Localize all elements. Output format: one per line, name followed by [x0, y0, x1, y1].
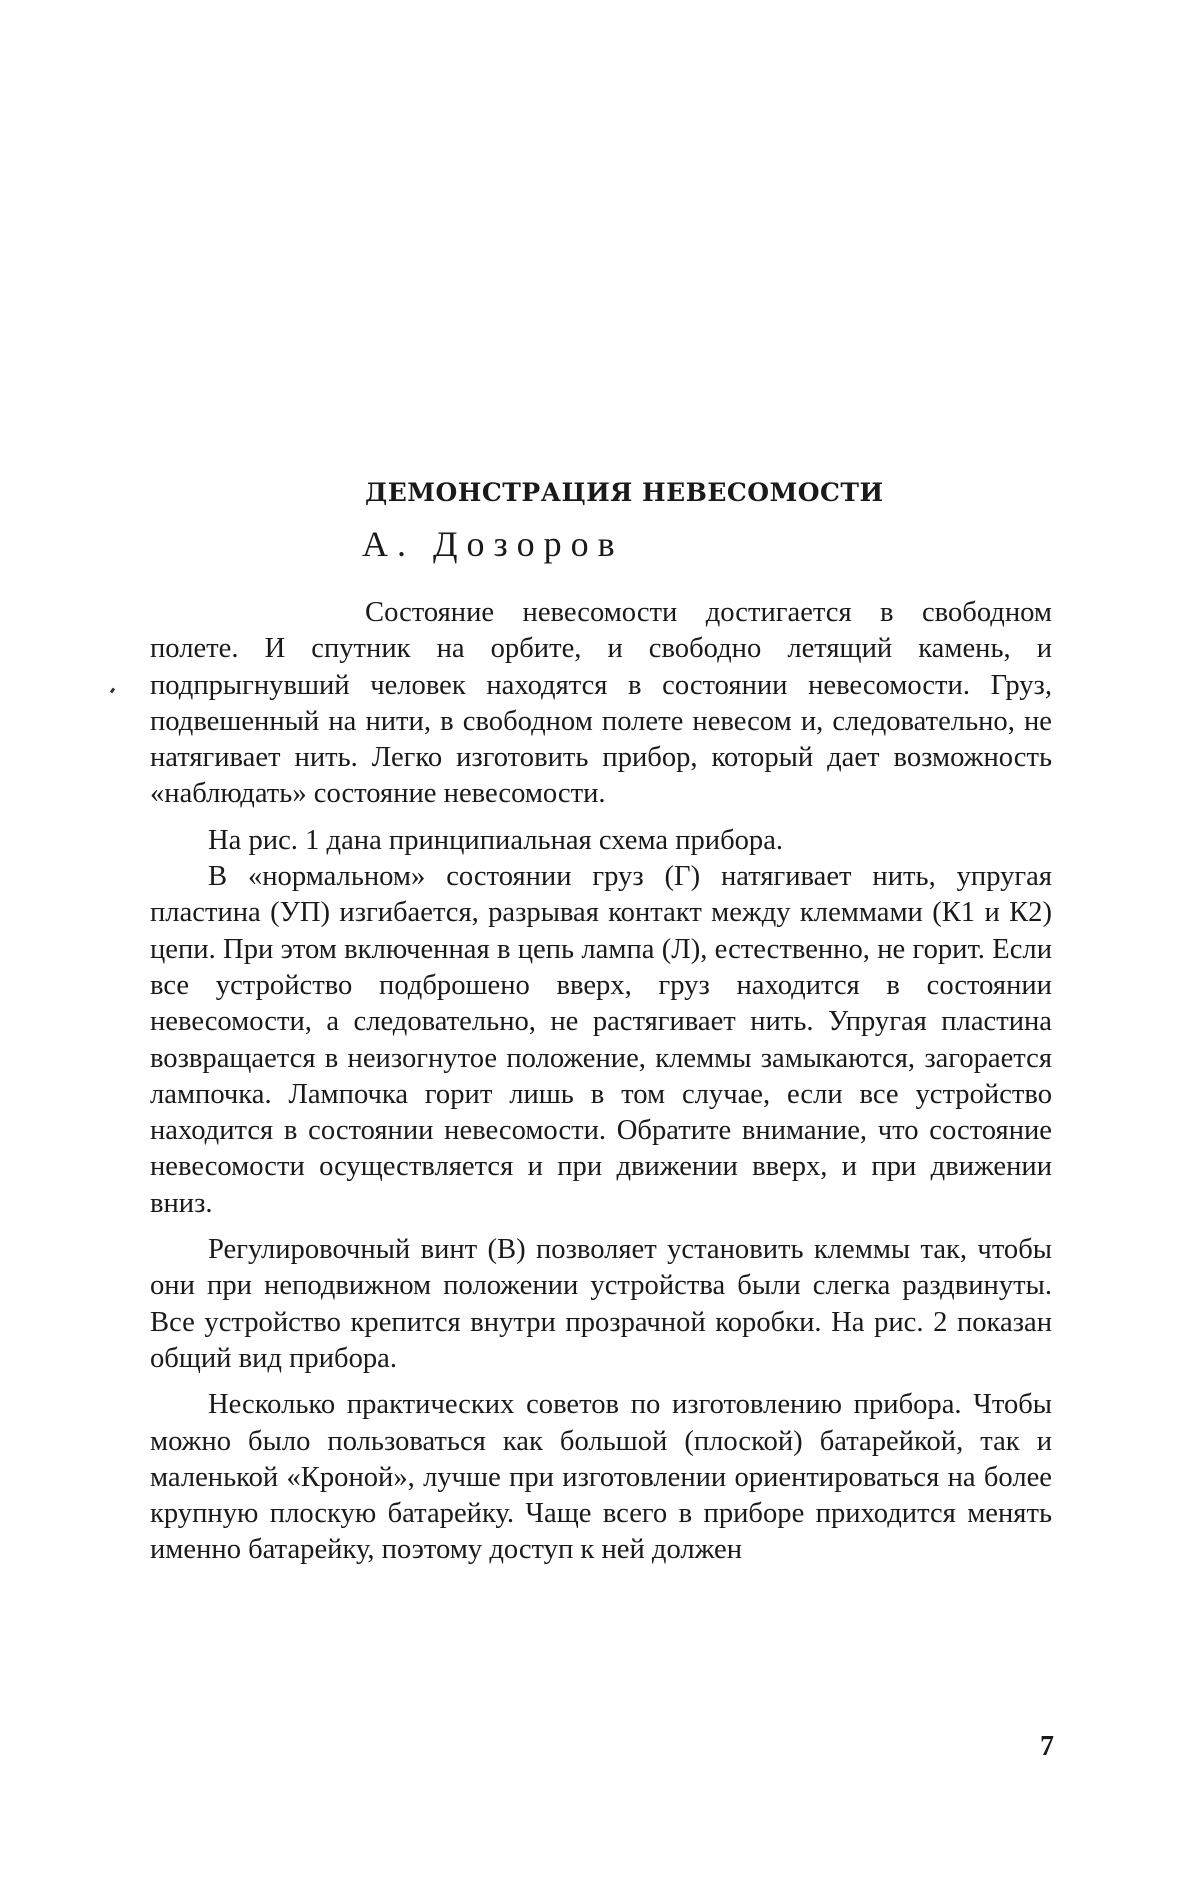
- paragraph-mechanism: В «нормальном» состоянии груз (Г) натягивает нить, упругая пластина (УП) изгибается, разрывая контакт между клеммами (К1 и К2) цепи. При этом включенная в цепь лампа (Л), естественно, не горит. Если все устройство подброшено вверх, груз находится в состоянии невесомости, а следовательно, не растягивает нить. Упругая пластина возвращается в неизогнутое положение, клеммы замыкаются, загорается лампочка. Лампочка горит лишь в том случае, если все устройство находится в состоянии невесомости. Обратите внимание, что состояние невесомости осуществляется и при движении вверх, и при движении вниз.: [150, 859, 1052, 1222]
- article-title: ДЕМОНСТРАЦИЯ НЕВЕСОМОСТИ: [365, 478, 885, 507]
- article-author: А. Дозоров: [362, 523, 624, 565]
- article-body: [150, 595, 1052, 1569]
- book-page: [0, 0, 1200, 1880]
- print-speck: [110, 688, 115, 694]
- paragraph-adjustment: Регулировочный винт (В) позволяет установить клеммы так, чтобы они при неподвижном положении устройства были слегка раздвинуты. Все устройство крепится внутри прозрачной коробки. На рис. 2 показан общий вид прибора.: [150, 1232, 1052, 1377]
- page-number: 7: [1030, 1731, 1054, 1763]
- paragraph-figure-ref: На рис. 1 дана принципиальная схема прибора.: [150, 823, 1052, 859]
- paragraph-intro: Состояние невесомости достигается в свободном полете. И спутник на орбите, и свободно летящий камень, и подпрыгнувший человек находятся в состоянии невесомости. Груз, подвешенный на нити, в свободном полете невесом и, следовательно, не натягивает нить. Легко изготовить прибор, который дает возможность «наблюдать» состояние невесомости.: [150, 595, 1052, 813]
- paragraph-practical-tips: Несколько практических советов по изготовлению прибора. Чтобы можно было пользоваться как большой (плоской) батарейкой, так и маленькой «Кроной», лучше при изготовлении ориентироваться на более крупную плоскую батарейку. Чаще всего в приборе приходится менять именно батарейку, поэтому доступ к ней должен: [150, 1387, 1052, 1568]
